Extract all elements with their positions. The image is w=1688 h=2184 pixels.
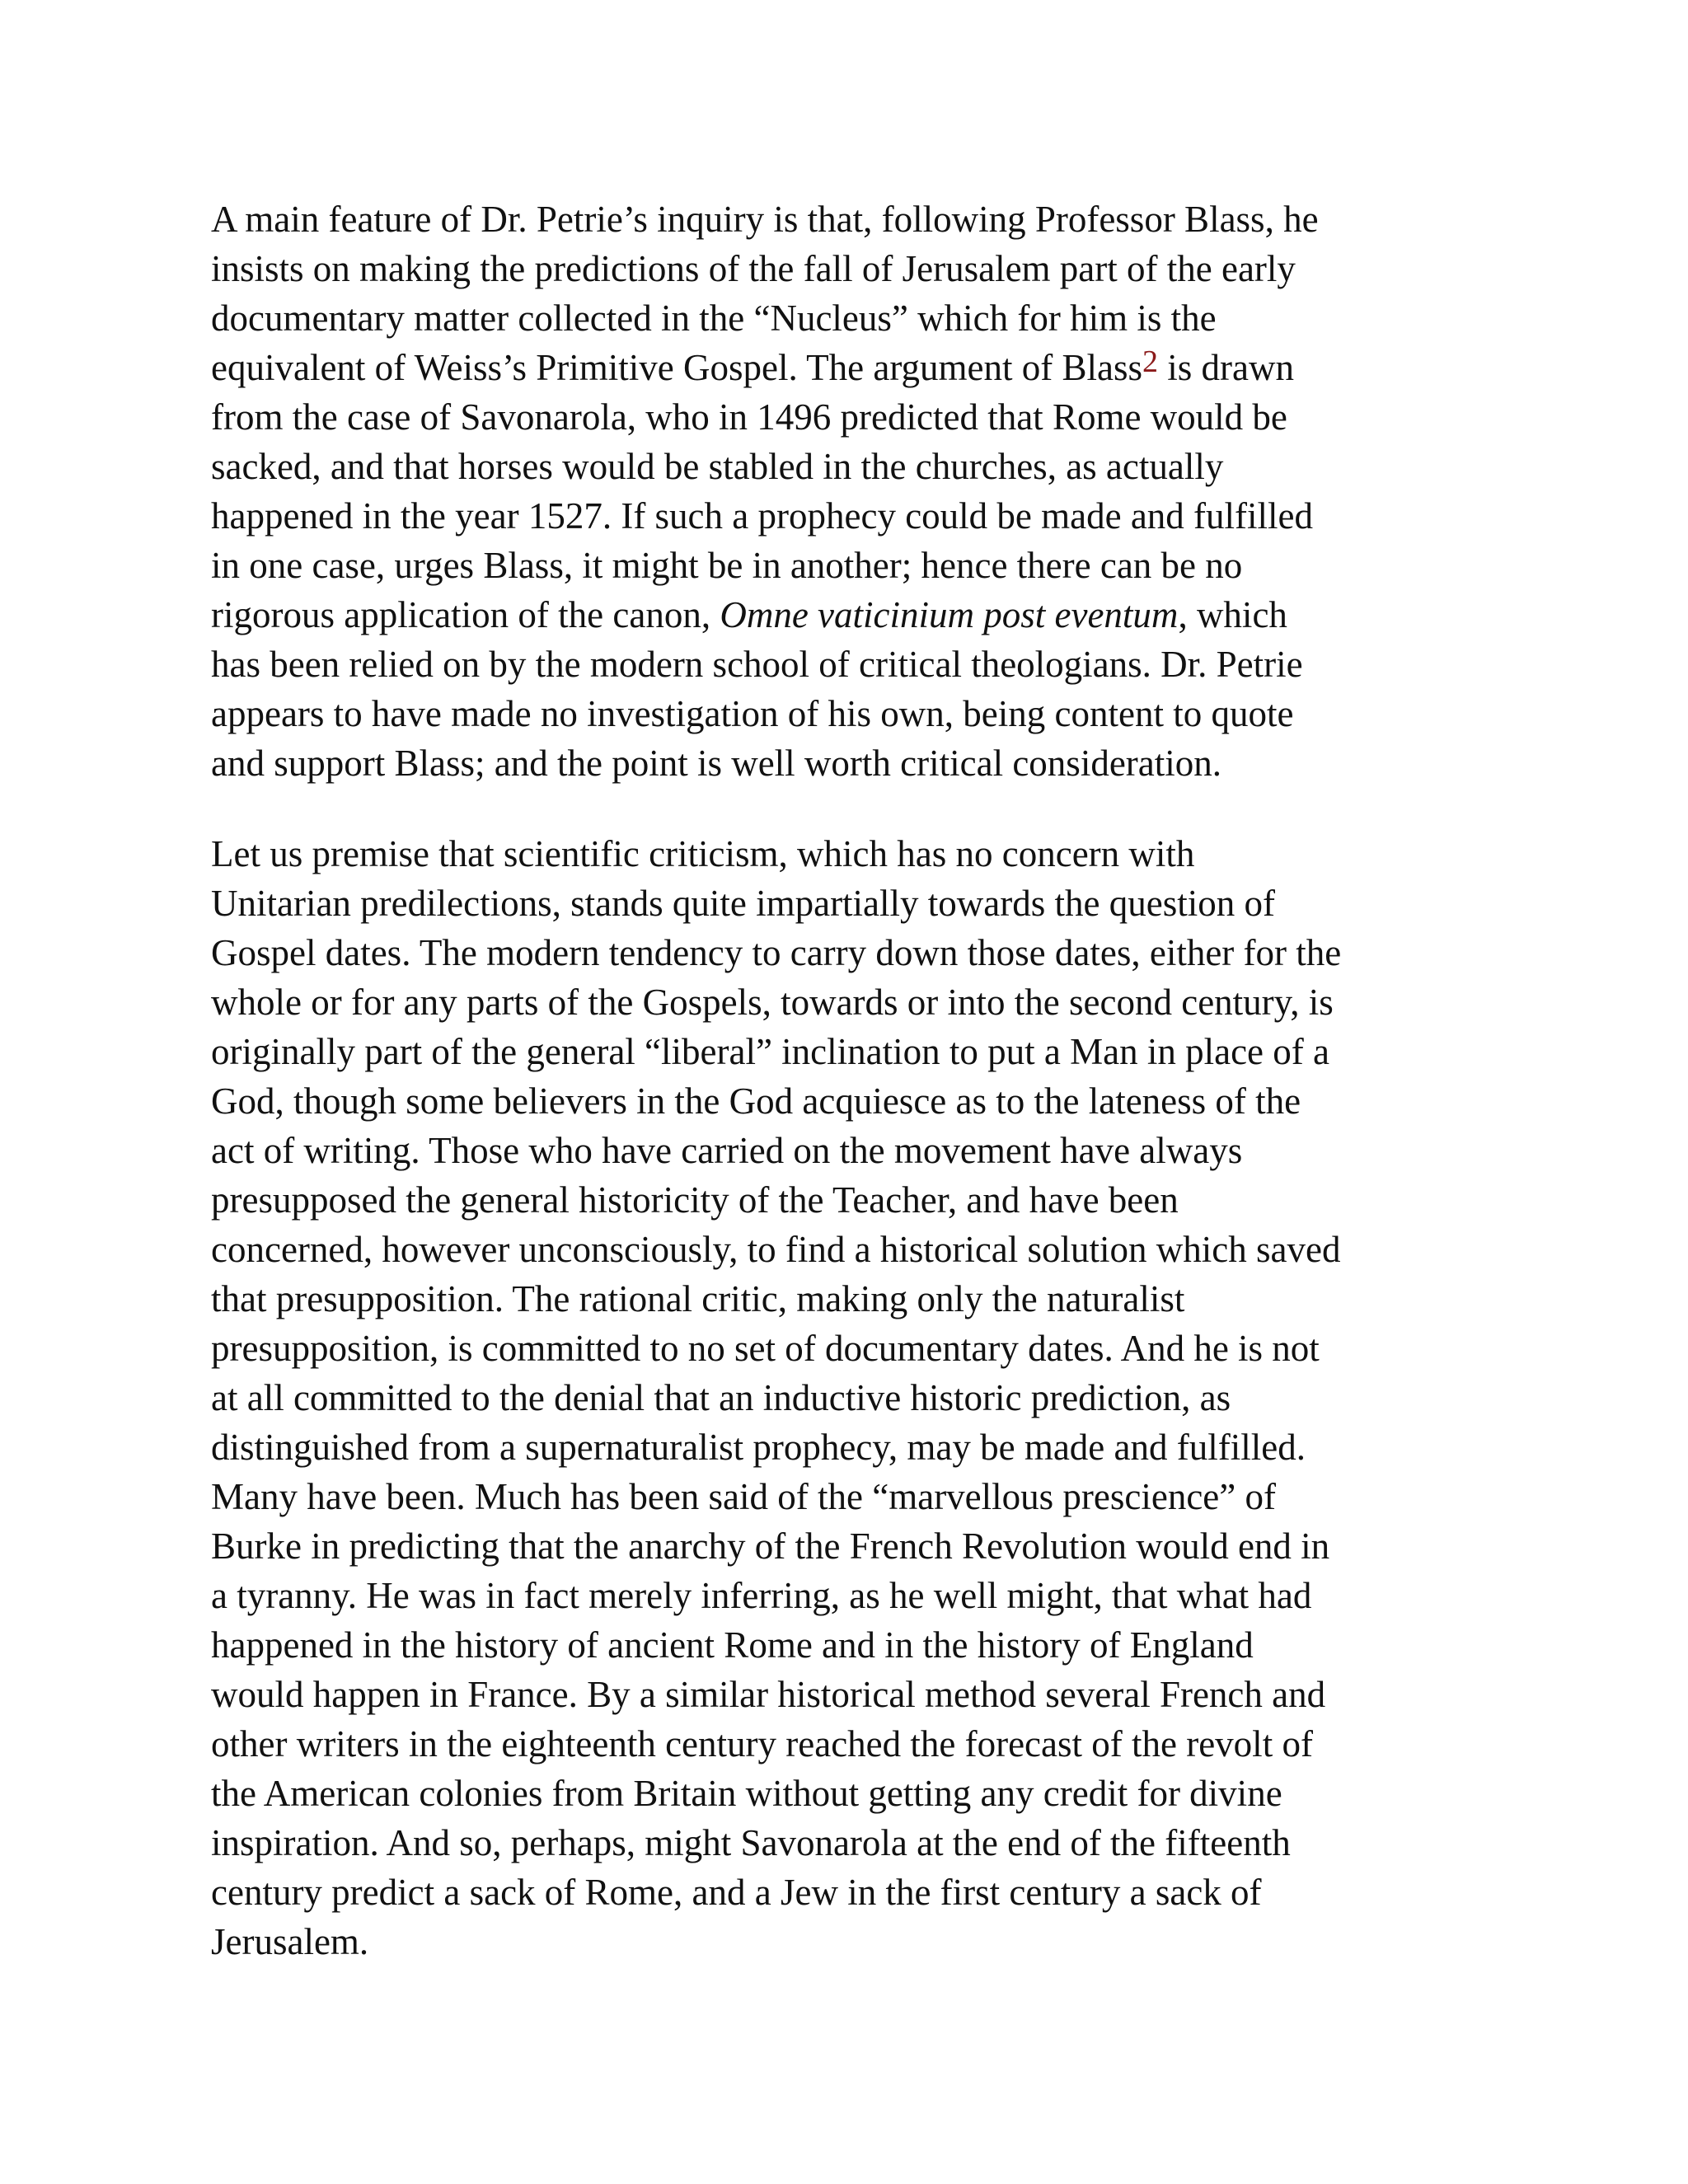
paragraph-2: Let us premise that scientific criticism, which has no concern with Unitarian predilections, stands quite impartially towards the question of Gospel dates. The modern tendency to carry down those dates, either for the whole or for any parts of the Gospels, towards or into the second century, is originally part of the general “liberal” inclination to put a Man in place of a God, though some believers in the God acquiesce as to the lateness of the act of writing. Those who have carried on the movement have always presupposed the general historicity of the Teacher, and have been concerned, however unconsciously, to find a historical solution which saved that presupposition. The rational critic, making only the naturalist presupposition, is committed to no set of documentary dates. And he is not at all committed to the denial that an inductive historic prediction, as distinguished from a supernaturalist prophecy, may be made and fulfilled. Many have been. Much has been said of the “marvellous prescience” of Burke in predicting that the anarchy of the French Revolution would end in a tyranny. He was in fact merely inferring, as he well might, that what had happened in the history of ancient Rome and in the history of England would happen in France. By a similar historical method several French and other writers in the eighteenth century reached the forecast of the revolt of the American colonies from Britain without getting any credit for divine inspiration. And so, perhaps, might Savonarola at the end of the fifteenth century predict a sack of Rome, and a Jew in the first century a sack of Jerusalem. [211, 833, 1342, 1962]
latin-canon-phrase: Omne vaticinium post eventum [720, 594, 1179, 635]
footnote-reference-link[interactable]: 2 [1142, 344, 1158, 379]
paragraph-1-text-start: A main feature of Dr. Petrie’s inquiry is that, following Professor Blass, he insists on making the predictions of the fall of Jerusalem part of the early documentary matter collected in the “Nucleus” which for him is the equivalent of Weiss’s Primitive Gospel. The argument of Blass [211, 199, 1319, 388]
paragraph-1 [211, 194, 1497, 788]
paragraph-1-text-middle: is drawn from the case of Savonarola, who in 1496 predicted that Rome would be sacked, and that horses would be stabled in the churches, as actually happened in the year 1527. If such a prophecy could be made and fulfilled in one case, urges Blass, it might be in another; hence there can be no rigorous application of the canon, [211, 347, 1314, 635]
paragraph-1-text-end: , which has been relied on by the modern school of critical theologians. Dr. Petrie appears to have made no investigation of his own, being content to quote and support Blass; and the point is well worth critical consideration. [211, 594, 1303, 784]
page-body [211, 194, 1497, 2008]
